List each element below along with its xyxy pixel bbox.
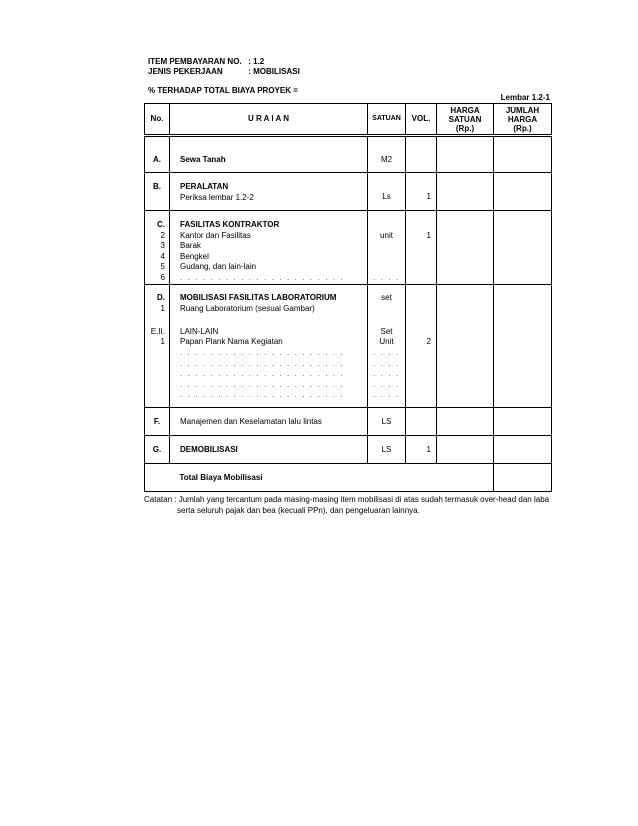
row-d-vol	[406, 285, 437, 408]
row-c-no: C.	[157, 220, 165, 229]
row-c-sub-no: 5	[160, 262, 165, 272]
item-pembayaran-value: : 1.2	[248, 57, 265, 66]
total-jumlah	[494, 464, 552, 492]
row-g-harga	[437, 436, 494, 464]
row-g-no: G.	[145, 436, 170, 464]
row-g-satuan: LS	[368, 436, 406, 464]
row-d-desc	[170, 285, 368, 408]
row-c-sub-no: 2	[160, 230, 165, 240]
col-header-jumlah-line1: JUMLAH	[505, 105, 540, 115]
row-f-satuan: LS	[368, 408, 406, 436]
row-b-line1: Periksa lembar 1.2-2	[180, 192, 254, 202]
row-e-dotted-item: . . . . . . . . . . . . . . . . . . . . . .	[180, 369, 345, 379]
table-header-row	[145, 104, 552, 136]
row-c-harga	[437, 211, 494, 285]
row-c-sub-no: 4	[160, 251, 165, 261]
row-c-satuan	[368, 211, 406, 285]
col-header-vol: VOL.	[406, 104, 437, 136]
row-e-satuan-dots: . . . .	[373, 358, 400, 368]
row-a-vol	[406, 136, 437, 173]
row-e-satuan-dots: . . . .	[373, 369, 400, 379]
row-c-vol	[406, 211, 437, 285]
row-e-item: Papan Plank Nama Kegiatan	[180, 337, 283, 347]
jenis-pekerjaan-value: : MOBILISASI	[248, 67, 300, 76]
row-b-vol: 1	[406, 173, 437, 211]
row-d-satuan	[368, 285, 406, 408]
row-c-desc	[170, 211, 368, 285]
row-c-item: Gudang, dan lain-lain	[180, 262, 257, 272]
row-e-dotted-item: . . . . . . . . . . . . . . . . . . . . . .	[180, 379, 345, 389]
row-d-no: D.	[157, 293, 165, 302]
row-d-harga	[437, 285, 494, 408]
row-c-vol-value: 1	[426, 230, 431, 240]
row-e-no: E.II.	[150, 326, 165, 336]
footnote-line1: Catatan : Jumlah yang tercantum pada masing-masing item mobilisasi di atas sudah termasuk over-head dan laba	[144, 495, 550, 504]
jenis-pekerjaan-line	[148, 67, 300, 76]
row-b-satuan: Ls	[368, 173, 406, 211]
row-b-desc	[170, 173, 368, 211]
persen-total-biaya: % TERHADAP TOTAL BIAYA PROYEK =	[148, 86, 298, 95]
col-header-harga-line3: (Rp.)	[455, 123, 475, 133]
table-row	[145, 285, 552, 408]
row-d-satuan-value: set	[381, 293, 392, 302]
row-c-item: Barak	[180, 241, 201, 251]
row-e-dotted-item: . . . . . . . . . . . . . . . . . . . . . .	[180, 347, 345, 357]
row-g-jumlah	[494, 436, 552, 464]
row-e-satuan-dots: . . . .	[373, 390, 400, 400]
footnote	[144, 494, 554, 516]
row-a-harga	[437, 136, 494, 173]
row-b-no: B.	[145, 173, 170, 211]
row-d-item: Ruang Laboratorium (sesuai Gambar)	[180, 303, 315, 313]
footnote-line2: serta seluruh pajak dan bea (kecuali PPn), dan pengeluaran lainnya.	[177, 506, 420, 515]
row-f-vol	[406, 408, 437, 436]
col-header-jumlah-line2: HARGA	[507, 114, 538, 124]
col-header-harga-line1: HARGA	[450, 105, 480, 115]
item-pembayaran-line	[148, 57, 264, 66]
row-c-sub-no: 6	[160, 272, 165, 282]
total-label: Total Biaya Mobilisasi	[170, 464, 494, 492]
col-header-uraian: U R A I A N	[170, 104, 368, 136]
row-g-title: DEMOBILISASI	[170, 436, 368, 464]
item-pembayaran-label: ITEM PEMBAYARAN NO.	[148, 57, 242, 66]
table-row	[145, 173, 552, 211]
total-no	[145, 464, 170, 492]
row-a-jumlah	[494, 136, 552, 173]
row-b-jumlah	[494, 173, 552, 211]
row-a-no: A.	[145, 136, 170, 173]
row-c-item: Kantor dan Fasilitas	[180, 230, 251, 240]
row-d-sub-no: 1	[160, 303, 165, 313]
table-row-total	[145, 464, 552, 492]
row-d-jumlah	[494, 285, 552, 408]
row-g-vol: 1	[406, 436, 437, 464]
row-c-sub-no: 3	[160, 241, 165, 251]
row-c-satuan-value: unit	[380, 230, 393, 240]
row-f-no: F.	[145, 408, 170, 436]
row-e-title: LAIN-LAIN	[180, 326, 219, 336]
row-e-dotted-item: . . . . . . . . . . . . . . . . . . . . . .	[180, 390, 345, 400]
row-c-satuan-dots: . . . .	[373, 272, 400, 282]
jenis-pekerjaan-label: JENIS PEKERJAAN	[148, 67, 223, 76]
row-e-satuan-value: Set	[380, 326, 393, 336]
table-row	[145, 436, 552, 464]
col-header-no: No.	[145, 104, 170, 136]
col-header-jumlah-harga	[494, 104, 552, 136]
row-b-title: PERALATAN	[180, 182, 229, 191]
row-c-dotted-item: . . . . . . . . . . . . . . . . . . . . . .	[180, 272, 345, 282]
row-c-item: Bengkel	[180, 251, 209, 261]
row-e-dotted-item: . . . . . . . . . . . . . . . . . . . . . .	[180, 358, 345, 368]
row-e1-vol-value: 2	[426, 337, 431, 347]
col-header-satuan: SATUAN	[368, 104, 406, 136]
row-d-numbers	[145, 285, 170, 408]
col-header-jumlah-line3: (Rp.)	[513, 123, 532, 133]
table-row	[145, 211, 552, 285]
row-b-harga	[437, 173, 494, 211]
row-a-satuan: M2	[368, 136, 406, 173]
row-e-satuan-dots: . . . .	[373, 379, 400, 389]
col-header-harga-satuan	[437, 104, 494, 136]
row-d-title: MOBILISASI FASILITAS LABORATORIUM	[180, 293, 337, 302]
row-a-title: Sewa Tanah	[170, 136, 368, 173]
row-c-jumlah	[494, 211, 552, 285]
table-row	[145, 136, 552, 173]
row-c-numbers	[145, 211, 170, 285]
col-header-harga-line2: SATUAN	[448, 114, 482, 124]
sheet-number: Lembar 1.2-1	[500, 93, 550, 102]
row-e-satuan-dots: . . . .	[373, 347, 400, 357]
row-c-title: FASILITAS KONTRAKTOR	[180, 220, 280, 229]
row-f-title: Manajemen dan Keselamatan lalu lintas	[170, 408, 368, 436]
row-f-harga	[437, 408, 494, 436]
row-e-sub-no: 1	[160, 337, 165, 347]
row-e1-satuan-value: Unit	[379, 337, 394, 347]
row-f-jumlah	[494, 408, 552, 436]
boq-table	[144, 103, 552, 492]
table-row	[145, 408, 552, 436]
